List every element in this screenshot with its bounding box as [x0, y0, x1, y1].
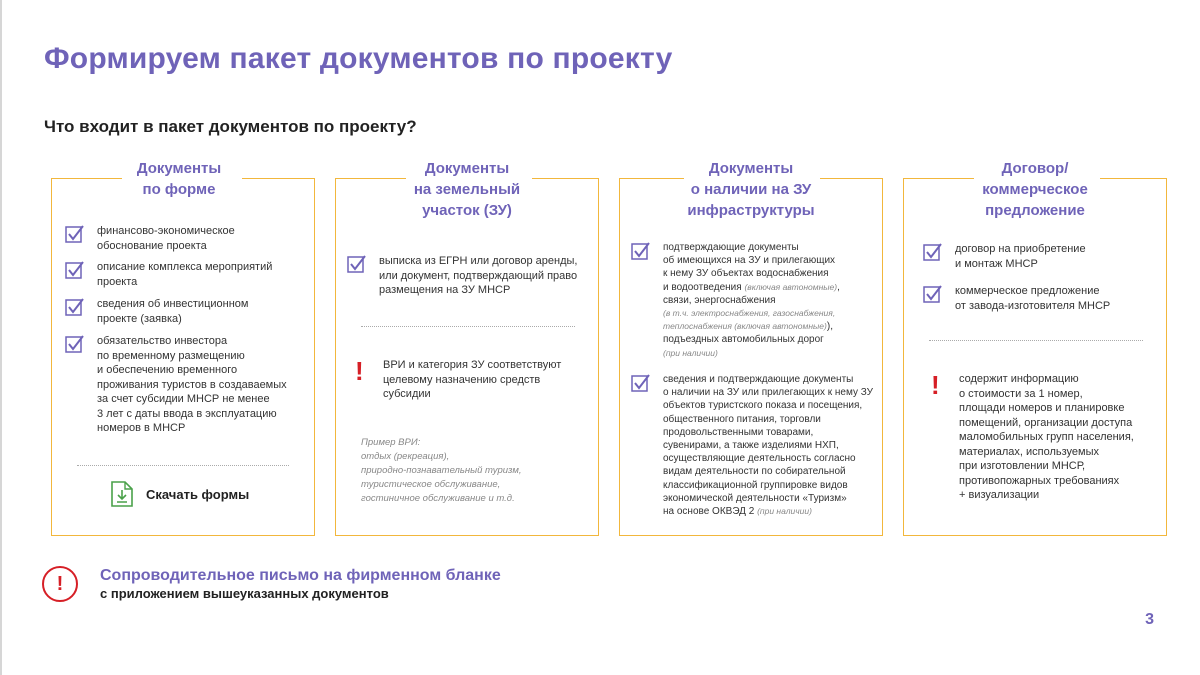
list-item: [355, 358, 561, 402]
column-heading: Документы о наличии на ЗУ инфраструктуры: [687, 160, 815, 219]
list-item-text: содержит информацию о стоимости за 1 номер, площади номеров и планировке помещений, организации доступа маломобильных групп населения, материалах, используемых при изготовлении МНСР, противопожарных требованиях + визуализации: [959, 373, 1134, 501]
list-item: [931, 372, 1134, 503]
list-item: [65, 334, 287, 436]
download-forms-label: Скачать формы: [146, 486, 250, 502]
list-item: [923, 284, 1110, 313]
exclamation-circle-icon: !: [42, 566, 78, 602]
column-heading: Договор/ коммерческое предложение: [982, 160, 1088, 219]
column-land-documents: [333, 158, 601, 536]
list-item-text: сведения об инвестиционном проекте (заявка): [97, 298, 249, 325]
list-item-text: выписка из ЕГРН или договор аренды, или документ, подтверждающий право размещения на ЗУ МНСР: [379, 255, 578, 296]
check-icon: [65, 260, 85, 280]
list-item: [923, 242, 1086, 271]
divider: [929, 340, 1143, 341]
column-heading: Документы на земельный участок (ЗУ): [413, 160, 521, 219]
column-contract-offer: [901, 158, 1169, 536]
list-item: [631, 373, 873, 518]
cover-letter-note: [42, 566, 501, 602]
check-icon: [923, 242, 943, 262]
column-heading: Документы по форме: [136, 160, 222, 198]
list-item: [347, 254, 577, 298]
check-icon: [65, 297, 85, 317]
divider: [77, 465, 289, 466]
list-item-text: обязательство инвестора по временному размещению и обеспечению временного проживания туристов в создаваемых за счет субсидии МНСР не менее 3 лет с даты ввода в эксплуатацию номеров в МНСР: [97, 335, 287, 434]
download-forms-link[interactable]: [110, 480, 249, 508]
list-item-text: договор на приобретение и монтаж МНСР: [955, 243, 1086, 270]
check-icon: [347, 254, 367, 274]
list-item-text: ВРИ и категория ЗУ соответствуют целевому назначению средств субсидии: [383, 359, 562, 400]
exclamation-icon: !: [355, 356, 364, 386]
left-edge-line: [0, 0, 2, 675]
list-item: [631, 241, 840, 360]
list-item-text: финансово-экономическое обоснование проекта: [97, 225, 235, 252]
page-subtitle: Что входит в пакет документов по проекту?: [44, 117, 417, 136]
exclamation-icon: !: [931, 370, 940, 400]
check-icon: [65, 334, 85, 354]
check-icon: [631, 241, 651, 261]
page-title: Формируем пакет документов по проекту: [44, 42, 673, 75]
list-item-text: подтверждающие документы об имеющихся на ЗУ и прилегающих к нему ЗУ объектах водоснабжения и водоотведения (включая автономные), связи, энергоснабжения (в т.ч. электроснабжения, газоснабжения, теплоснабжения (включая автономные)), подъездных автомобильных дорог (при наличии): [663, 242, 840, 358]
check-icon: [631, 373, 651, 393]
check-icon: [923, 284, 943, 304]
vri-example-note: Пример ВРИ: отдых (рекреация), природно-познавательный туризм, туристическое обслуживание, гостиничное обслуживание и т.д.: [361, 437, 522, 504]
download-file-icon: [110, 480, 134, 508]
column-infrastructure-documents: [617, 158, 885, 536]
check-icon: [65, 224, 85, 244]
list-item-text: коммерческое предложение от завода-изготовителя МНСР: [955, 285, 1111, 312]
list-item-text: сведения и подтверждающие документы о наличии на ЗУ или прилегающих к нему ЗУ объектов туристского показа и посещения, общественного питания, торговли продовольственными товарами, сувенирами, а также изделиями НХП, осуществляющие деятельность согласно видам деятельности по собирательной классификационной группировке видов экономической деятельности «Туризм» на основе ОКВЭД 2 (при наличии): [663, 374, 874, 518]
cover-letter-subtitle: с приложением вышеуказанных документов: [100, 586, 389, 601]
list-item: [65, 224, 235, 253]
list-item: [65, 297, 248, 326]
page-number: 3: [1145, 611, 1154, 628]
list-item-text: описание комплекса мероприятий проекта: [97, 261, 273, 288]
list-item: [65, 260, 272, 289]
divider: [361, 326, 575, 327]
cover-letter-title: Сопроводительное письмо на фирменном бланке: [100, 567, 501, 584]
